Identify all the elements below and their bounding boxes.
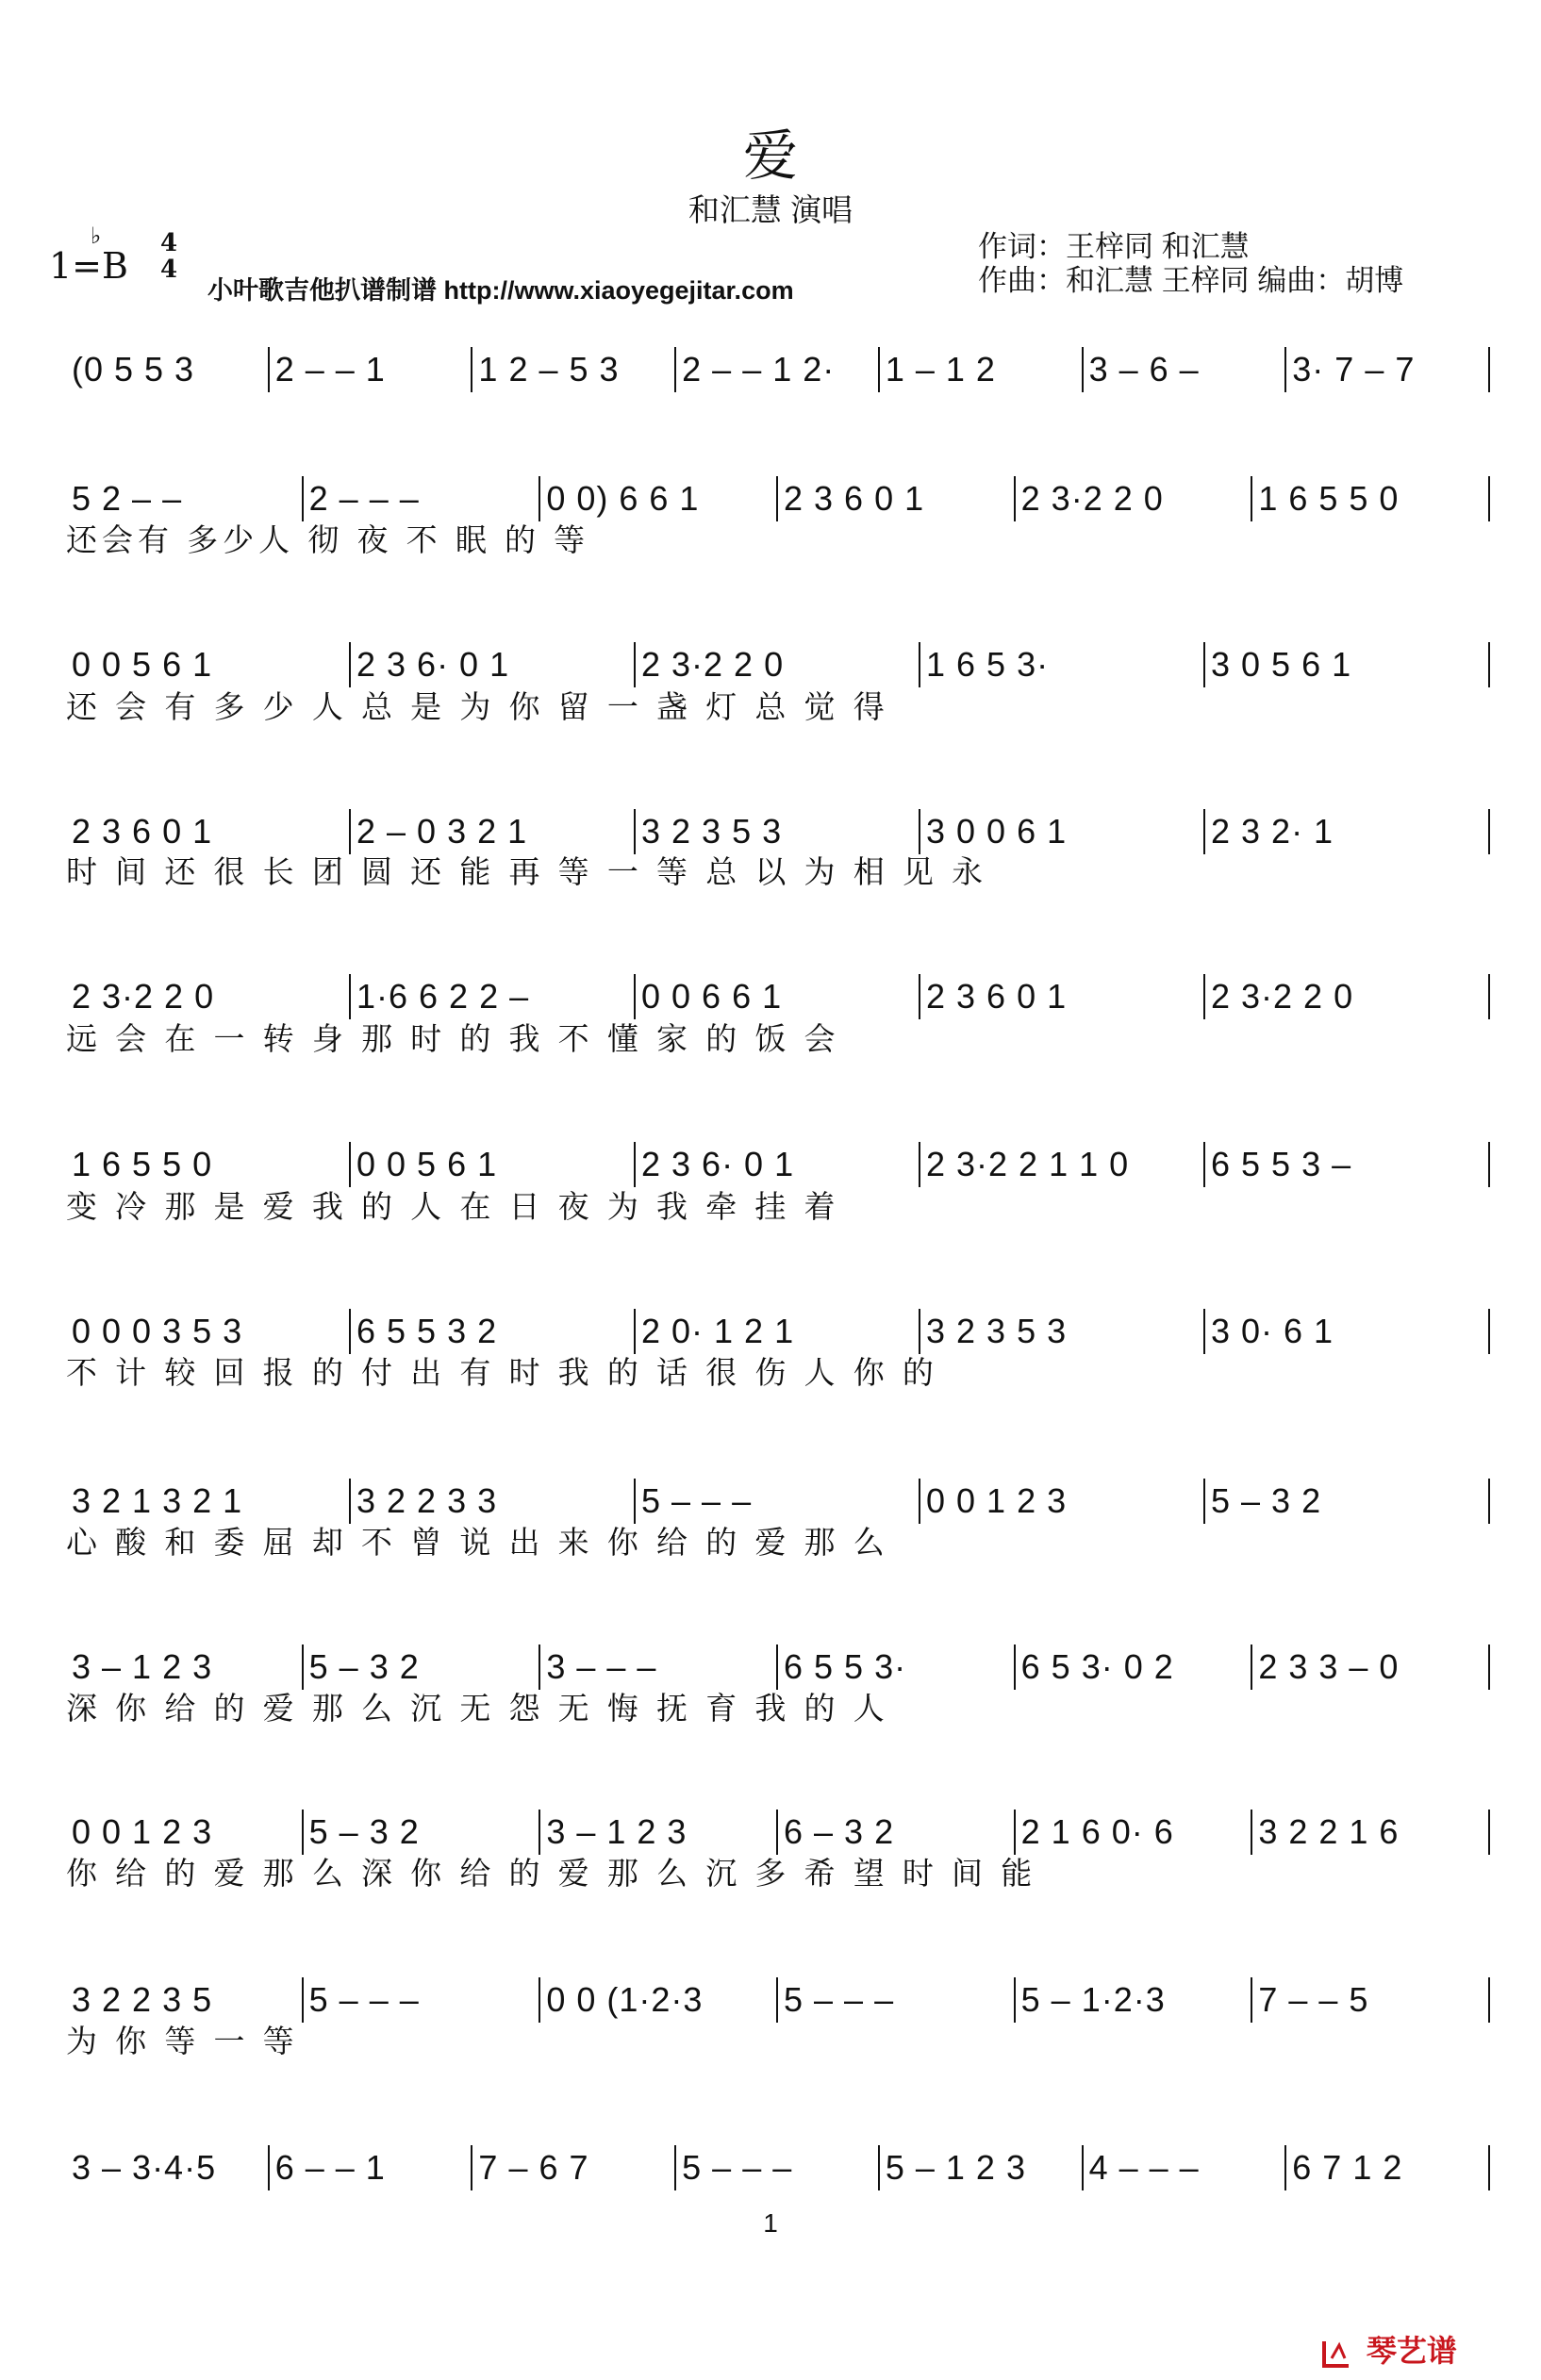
- lyric-line: 还会有 多少人 彻 夜 不 眠 的 等: [66, 522, 590, 557]
- barline: [1014, 1977, 1016, 2023]
- measure: 1 – 1 2: [885, 350, 996, 388]
- barline: [349, 974, 351, 1019]
- barline: [1488, 1977, 1490, 2023]
- barline: [919, 809, 920, 854]
- measure: 5 – – –: [682, 2148, 793, 2187]
- measure: 0 0 6 6 1: [641, 977, 783, 1016]
- barline: [349, 1142, 351, 1187]
- barline: [1488, 1309, 1490, 1354]
- measure: 7 – – 5: [1258, 1980, 1369, 2019]
- lyric-line: 还 会 有 多 少 人 总 是 为 你 留 一 盏 灯 总 觉 得: [66, 689, 889, 724]
- time-signature-bottom: 4: [159, 256, 178, 284]
- measure: 0 0) 6 6 1: [546, 479, 700, 518]
- measure: 1·6 6 2 2 –: [356, 977, 530, 1016]
- barline: [349, 642, 351, 687]
- measure: 3 2 2 3 5: [72, 1980, 213, 2019]
- notation-row: [66, 480, 1490, 518]
- barline: [1284, 347, 1286, 392]
- barline: [1251, 1645, 1252, 1690]
- composer: 作曲：和汇慧 王梓同 编曲：胡博: [978, 264, 1404, 297]
- measure: (0 5 5 3: [72, 350, 195, 388]
- measure: 2 0· 1 2 1: [641, 1312, 795, 1350]
- measure: 2 – – 1 2·: [682, 350, 836, 388]
- measure: 3 – 3·4·5: [72, 2148, 217, 2187]
- notation-row: [66, 1813, 1490, 1851]
- measure: 2 3 6 0 1: [784, 479, 925, 518]
- barline: [634, 1309, 636, 1354]
- performer: 和汇慧 演唱: [688, 192, 853, 227]
- barline: [539, 476, 540, 521]
- measure: 6 – 3 2: [784, 1812, 895, 1851]
- measure: 3 2 2 1 6: [1258, 1812, 1400, 1851]
- barline: [674, 347, 676, 392]
- notation-row: [66, 2149, 1490, 2187]
- measure: 3 2 2 3 3: [356, 1481, 498, 1520]
- measure: 5 – – –: [308, 1980, 420, 2019]
- barline: [878, 2145, 880, 2190]
- measure: 6 5 5 3 –: [1211, 1145, 1352, 1183]
- notation-row: [66, 813, 1490, 851]
- barline: [1488, 476, 1490, 521]
- logo-icon: [1320, 2338, 1352, 2370]
- measure: 0 0 1 2 3: [926, 1481, 1068, 1520]
- measure: 3 – – –: [546, 1647, 657, 1686]
- lyric-line: 变 冷 那 是 爱 我 的 人 在 日 夜 为 我 牵 挂 着: [66, 1189, 840, 1224]
- lyricist: 作词：王梓同 和汇慧: [978, 230, 1250, 263]
- lyric-line: 远 会 在 一 转 身 那 时 的 我 不 懂 家 的 饭 会: [66, 1021, 840, 1056]
- measure: 1 6 5 3·: [926, 645, 1050, 684]
- barline: [776, 476, 778, 521]
- measure: 2 – – –: [308, 479, 420, 518]
- measure: 3 2 1 3 2 1: [72, 1481, 243, 1520]
- measure: 2 – – 1: [274, 350, 386, 388]
- barline: [634, 1479, 636, 1524]
- barline: [1488, 2145, 1490, 2190]
- notation-row: [66, 1981, 1490, 2019]
- barline: [1014, 476, 1016, 521]
- barline: [634, 974, 636, 1019]
- measure: 2 3 6 0 1: [72, 812, 213, 851]
- measure: 5 – – –: [641, 1481, 753, 1520]
- measure: 3 – 6 –: [1088, 350, 1200, 388]
- notation-row: [66, 1482, 1490, 1520]
- barline: [1488, 1810, 1490, 1855]
- barline: [919, 1142, 920, 1187]
- barline: [1014, 1645, 1016, 1690]
- measure: 2 3 2· 1: [1211, 812, 1334, 851]
- barline: [674, 2145, 676, 2190]
- barline: [302, 476, 304, 521]
- notation-row: [66, 1313, 1490, 1350]
- measure: 6 5 5 3·: [784, 1647, 907, 1686]
- logo-text: 琴艺谱: [1366, 2334, 1457, 2368]
- barline: [1488, 974, 1490, 1019]
- measure: 5 – 3 2: [1211, 1481, 1322, 1520]
- barline: [1203, 1479, 1205, 1524]
- notation-row: [66, 646, 1490, 684]
- barline: [302, 1645, 304, 1690]
- measure: 3 2 3 5 3: [641, 812, 783, 851]
- measure: 3 – 1 2 3: [72, 1647, 213, 1686]
- barline: [471, 2145, 472, 2190]
- barline: [919, 1479, 920, 1524]
- barline: [349, 1479, 351, 1524]
- measure: 3 0 0 6 1: [926, 812, 1068, 851]
- lyric-line: 你 给 的 爱 那 么 深 你 给 的 爱 那 么 沉 多 希 望 时 间 能: [66, 1856, 1037, 1891]
- notation-row: [66, 1146, 1490, 1183]
- barline: [919, 1309, 920, 1354]
- measure: 2 3·2 2 0: [641, 645, 785, 684]
- measure: 5 – 3 2: [308, 1647, 420, 1686]
- measure: 1 2 – 5 3: [478, 350, 620, 388]
- measure: 1 6 5 5 0: [72, 1145, 213, 1183]
- barline: [302, 1810, 304, 1855]
- barline: [1488, 1142, 1490, 1187]
- measure: 2 1 6 0· 6: [1020, 1812, 1174, 1851]
- measure: 0 0 5 6 1: [356, 1145, 498, 1183]
- measure: 5 – 3 2: [308, 1812, 420, 1851]
- measure: 2 – 0 3 2 1: [356, 812, 528, 851]
- barline: [539, 1977, 540, 2023]
- barline: [1014, 1810, 1016, 1855]
- barline: [1203, 1309, 1205, 1354]
- measure: 4 – – –: [1088, 2148, 1200, 2187]
- barline: [268, 347, 270, 392]
- measure: 6 – – 1: [274, 2148, 386, 2187]
- measure: 2 3·2 2 0: [1211, 977, 1354, 1016]
- time-signature-top: 4: [159, 229, 178, 257]
- measure: 0 0 (1·2·3: [546, 1980, 704, 2019]
- measure: 5 – 1·2·3: [1020, 1980, 1166, 2019]
- barline: [1488, 1645, 1490, 1690]
- measure: 6 7 1 2: [1292, 2148, 1403, 2187]
- barline: [634, 809, 636, 854]
- barline: [1203, 974, 1205, 1019]
- flat-sign: ♭: [91, 223, 102, 249]
- notation-row: [66, 351, 1490, 388]
- barline: [1488, 1479, 1490, 1524]
- measure: 2 3·2 2 0: [72, 977, 215, 1016]
- measure: 5 – – –: [784, 1980, 895, 2019]
- barline: [539, 1645, 540, 1690]
- barline: [1203, 642, 1205, 687]
- barline: [1203, 809, 1205, 854]
- site-logo: [1320, 2327, 1457, 2371]
- barline: [776, 1810, 778, 1855]
- barline: [1251, 476, 1252, 521]
- barline: [539, 1810, 540, 1855]
- barline: [776, 1645, 778, 1690]
- barline: [1251, 1810, 1252, 1855]
- lyric-line: 时 间 还 很 长 团 圆 还 能 再 等 一 等 总 以 为 相 见 永: [66, 854, 988, 889]
- measure: 3· 7 – 7: [1292, 350, 1416, 388]
- lyric-line: 不 计 较 回 报 的 付 出 有 时 我 的 话 很 伤 人 你 的: [66, 1355, 938, 1390]
- key-signature: 1=B: [49, 245, 128, 287]
- measure: 2 3·2 2 0: [1020, 479, 1164, 518]
- barline: [1284, 2145, 1286, 2190]
- measure: 6 5 5 3 2: [356, 1312, 498, 1350]
- barline: [268, 2145, 270, 2190]
- measure: 0 0 0 3 5 3: [72, 1312, 243, 1350]
- lyric-line: 心 酸 和 委 屈 却 不 曾 说 出 来 你 给 的 爱 那 么: [66, 1525, 889, 1560]
- transcriber-credit: 小叶歌吉他扒谱制谱 http://www.xiaoyegejitar.com: [207, 276, 794, 305]
- lyric-line: 深 你 给 的 爱 那 么 沉 无 怨 无 悔 抚 育 我 的 人: [66, 1691, 889, 1726]
- barline: [1488, 347, 1490, 392]
- barline: [776, 1977, 778, 2023]
- time-signature: [153, 230, 185, 283]
- measure: 5 2 – –: [72, 479, 183, 518]
- barline: [1251, 1977, 1252, 2023]
- notation-row: [66, 978, 1490, 1016]
- measure: 0 0 5 6 1: [72, 645, 213, 684]
- measure: 3 2 3 5 3: [926, 1312, 1068, 1350]
- measure: 6 5 3· 0 2: [1020, 1647, 1174, 1686]
- barline: [1082, 2145, 1084, 2190]
- barline: [634, 642, 636, 687]
- barline: [349, 809, 351, 854]
- measure: 3 – 1 2 3: [546, 1812, 688, 1851]
- barline: [919, 642, 920, 687]
- measure: 7 – 6 7: [478, 2148, 589, 2187]
- barline: [1082, 347, 1084, 392]
- barline: [1488, 809, 1490, 854]
- song-title: 爱: [742, 124, 798, 188]
- notation-row: [66, 1648, 1490, 1686]
- barline: [634, 1142, 636, 1187]
- measure: 0 0 1 2 3: [72, 1812, 213, 1851]
- measure: 2 3 6· 0 1: [641, 1145, 795, 1183]
- barline: [1203, 1142, 1205, 1187]
- barline: [349, 1309, 351, 1354]
- lyric-line: 为 你 等 一 等: [66, 2024, 299, 2058]
- measure: 3 0· 6 1: [1211, 1312, 1334, 1350]
- barline: [919, 974, 920, 1019]
- measure: 2 3 6 0 1: [926, 977, 1068, 1016]
- page-number: 1: [763, 2208, 778, 2238]
- barline: [878, 347, 880, 392]
- measure: 1 6 5 5 0: [1258, 479, 1400, 518]
- barline: [471, 347, 472, 392]
- barline: [1488, 642, 1490, 687]
- measure: 2 3 6· 0 1: [356, 645, 510, 684]
- measure: 2 3·2 2 1 1 0: [926, 1145, 1130, 1183]
- measure: 3 0 5 6 1: [1211, 645, 1352, 684]
- measure: 2 3 3 – 0: [1258, 1647, 1400, 1686]
- barline: [302, 1977, 304, 2023]
- measure: 5 – 1 2 3: [885, 2148, 1026, 2187]
